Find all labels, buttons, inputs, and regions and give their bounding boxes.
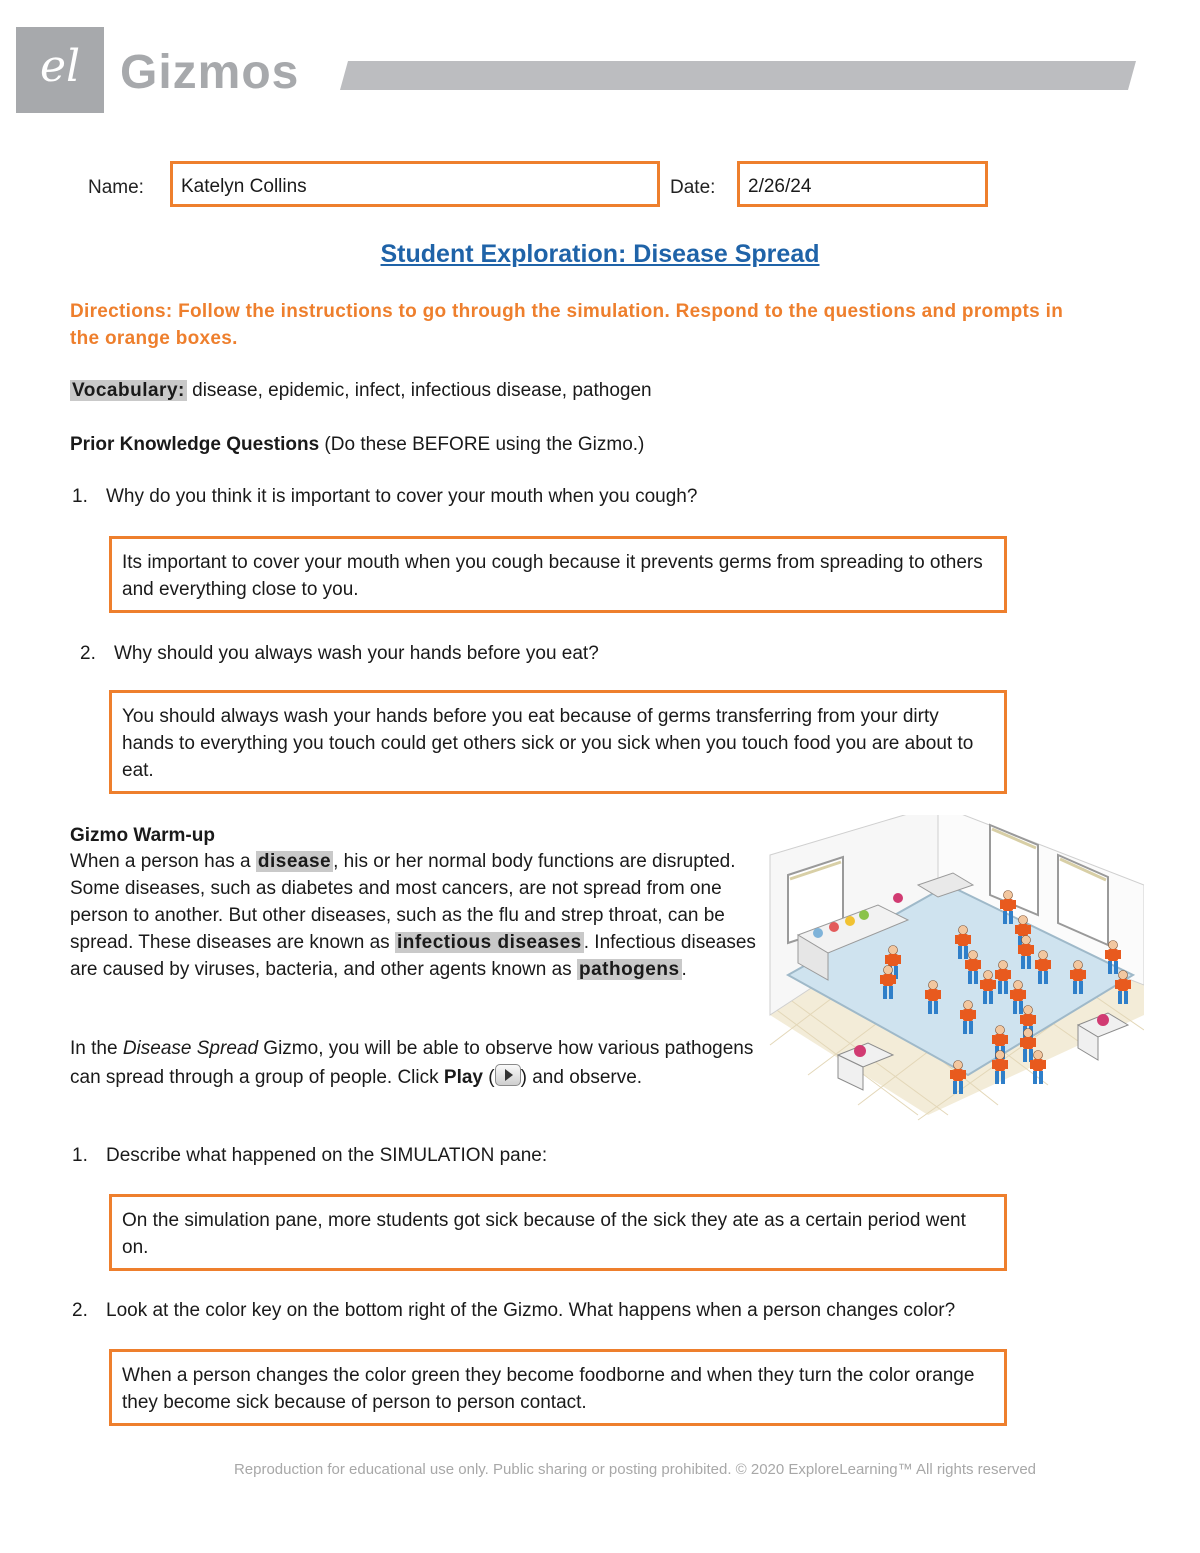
warmup-heading: Gizmo Warm-up bbox=[70, 825, 215, 846]
question-number: 1. bbox=[72, 486, 88, 507]
prior-knowledge-note: (Do these BEFORE using the Gizmo.) bbox=[319, 434, 645, 455]
simulation-illustration bbox=[768, 815, 1144, 1127]
question-number: 2. bbox=[80, 643, 96, 664]
vocabulary-terms: disease, epidemic, infect, infectious disease, pathogen bbox=[186, 380, 652, 401]
question-number: 1. bbox=[72, 1145, 88, 1166]
question-4 bbox=[72, 1297, 955, 1324]
question-text: Look at the color key on the bottom right of the Gizmo. What happens when a person changes color? bbox=[106, 1300, 956, 1321]
vocabulary-line bbox=[70, 377, 652, 404]
date-field[interactable]: 2/26/24 bbox=[737, 161, 988, 207]
gizmos-brand: Gizmos bbox=[120, 46, 300, 99]
question-1 bbox=[72, 483, 697, 510]
prior-knowledge-title: Prior Knowledge Questions bbox=[70, 434, 320, 455]
name-field[interactable]: Katelyn Collins bbox=[170, 161, 660, 207]
prior-knowledge-heading bbox=[70, 431, 644, 458]
page-title: Student Exploration: Disease Spread bbox=[380, 240, 820, 268]
question-text: Describe what happened on the SIMULATION pane: bbox=[106, 1145, 548, 1166]
term-infectious-diseases: infectious diseases bbox=[396, 932, 582, 953]
answer-box-1[interactable]: Its important to cover your mouth when you cough because it prevents germs from spreading to others and everything close to you. bbox=[109, 536, 1007, 613]
header-bar bbox=[340, 61, 1136, 90]
play-icon bbox=[495, 1064, 521, 1086]
footer-copyright: Reproduction for educational use only. Public sharing or posting prohibited. © 2020 ExploreLearning™ All rights reserved bbox=[233, 1461, 1037, 1478]
question-number: 2. bbox=[72, 1300, 88, 1321]
directions: Directions: Follow the instructions to go through the simulation. Respond to the questions and prompts in the orange boxes. bbox=[70, 301, 1064, 349]
question-text: Why should you always wash your hands before you eat? bbox=[114, 643, 599, 664]
answer-box-4[interactable]: When a person changes the color green they become foodborne and when they turn the color orange they become sick because of person to person contact. bbox=[109, 1349, 1007, 1426]
date-label: Date: bbox=[670, 177, 716, 198]
answer-box-2[interactable]: You should always wash your hands before you eat because of germs transferring from your dirty hands to everything you touch could get others sick or you sick when you touch food you are about to eat. bbox=[109, 690, 1007, 794]
term-pathogens: pathogens bbox=[578, 959, 680, 980]
vocabulary-label: Vocabulary: bbox=[72, 380, 185, 401]
question-2 bbox=[80, 640, 599, 667]
question-text: Why do you think it is important to cover your mouth when you cough? bbox=[106, 486, 698, 507]
term-disease: disease bbox=[257, 851, 332, 872]
question-3 bbox=[72, 1142, 547, 1169]
warmup-paragraph-1: When a person has a disease , his or her normal body functions are disrupted. Some diseases, such as diabetes and most cancers, are not spread from one person to another. But other diseases, such as the flu and strep throat, can be spread. These diseases are known as infectious diseases . Infectious diseases are caused by viruses, bacteria, and other agents known as pathogens . bbox=[70, 851, 756, 980]
logo-glyph: el bbox=[39, 41, 81, 92]
answer-box-3[interactable]: On the simulation pane, more students got sick because of the sick they ate as a certain period went on. bbox=[109, 1194, 1007, 1271]
warmup-paragraph-2: In the Disease Spread Gizmo, you will be able to observe how various pathogens can spread through a group of people. Click Play ( ) and observe. bbox=[70, 1038, 754, 1088]
explorelearning-logo bbox=[16, 27, 104, 113]
name-label: Name: bbox=[88, 177, 144, 198]
